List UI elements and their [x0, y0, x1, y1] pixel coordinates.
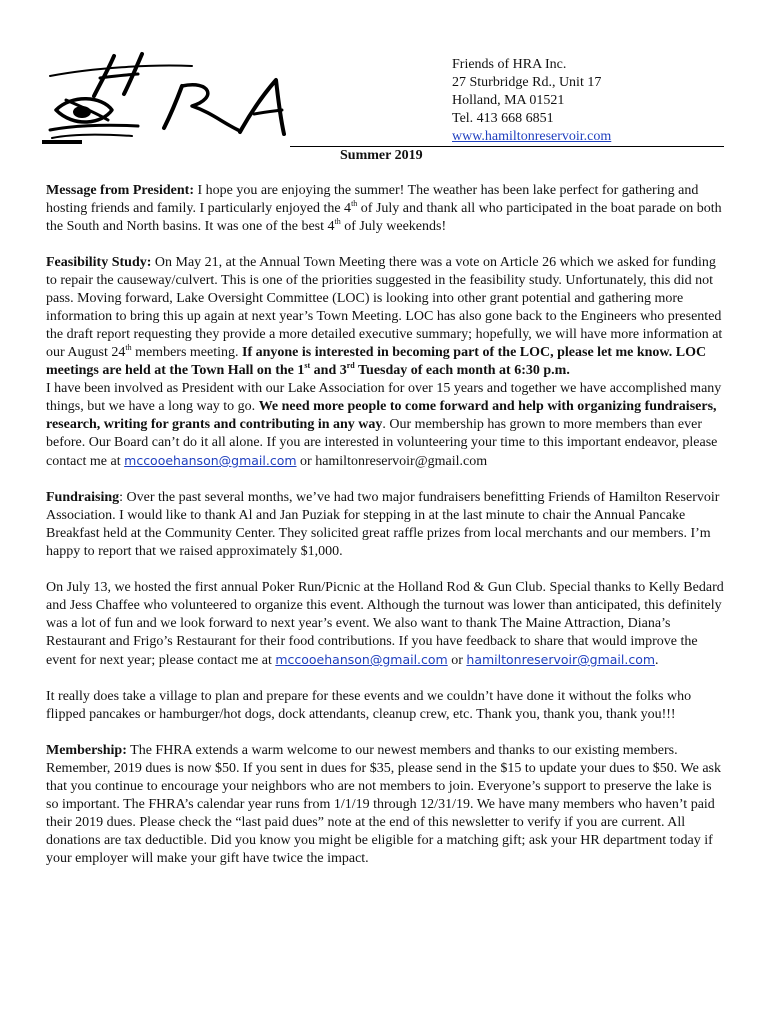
feasibility-label: Feasibility Study: — [46, 255, 152, 270]
street-address: 27 Sturbridge Rd., Unit 17 — [452, 75, 602, 90]
thank-you-paragraph: It really does take a village to plan and prepare for these events and we couldn’t have done it without the folks who flipped pancakes or hamburger/hot dogs, dock attendants, cleanup crew, etc. Thank you, thank you, thank you!!! — [46, 689, 692, 722]
hra-logo — [42, 50, 292, 146]
president-label: Message from President: — [46, 183, 194, 198]
header-divider — [290, 146, 724, 147]
email-link[interactable]: hamiltonreservoir@gmail.com — [466, 652, 656, 667]
email-link[interactable]: mccooehanson@gmail.com — [124, 453, 297, 468]
president-message: Message from President: I hope you are enjoying the summer! The weather has been lake perfect for gathering and hosting friends and family. I particularly enjoyed the 4th of July and thank all who participated in the boat parade on both the South and North basins. It was one of the best 4th of July weekends! — [46, 183, 722, 234]
membership-section: Membership: The FHRA extends a warm welcome to our newest members and thanks to our existing members. Remember, 2019 dues is now $50. If you sent in dues for $35, please send in the $15 to update your dues to $50. We ask that you continue to encourage your neighbors who are not members to join. Everyone’s support to preserve the lake is so important. The FHRA’s calendar year runs from 1/1/19 through 12/31/19. We have many members who haven’t paid their 2019 dues. Please check the “last paid dues” note at the end of this newsletter to verify if you are current. All donations are tax deductible. Did you know you might be eligible for a matching gift; ask your HR department today if your employer will make your gift have twice the impact. — [46, 743, 721, 866]
issue-title: Summer 2019 — [340, 148, 423, 163]
phone-number: Tel. 413 668 6851 — [452, 111, 554, 126]
fundraising-label: Fundraising — [46, 490, 120, 505]
newsletter-body — [46, 182, 726, 886]
poker-run-paragraph: On July 13, we hosted the first annual Poker Run/Picnic at the Holland Rod & Gun Club. Special thanks to Kelly Bedard and Jess Chaffee who volunteered to organize this event. Although the turnout was lower than anticipated, this definitely was a lot of fun and we look forward to next year’s event. We also want to thank The Maine Attraction, Diana’s Restaurant and Frigo’s Restaurant for their food contributions. If you have feedback to share that would improve the event for next year; please contact me at mccooehanson@gmail.com or hamiltonreservoir@gmail.com. — [46, 580, 724, 668]
email-link[interactable]: mccooehanson@gmail.com — [275, 652, 448, 667]
feasibility-study: Feasibility Study: On May 21, at the Annual Town Meeting there was a vote on Article 26 which we asked for funding to repair the causeway/culvert. This is one of the priorities suggested in the feasibility study. Unfortunately, this did not pass. Moving forward, Lake Oversight Committee (LOC) is looking into other grant potential and gathering more information to bring this up again at next year’s Town Meeting. LOC has also gone back to the Engineers who presented the draft report requesting they provide a more detailed executive summary; hopefully, we will have more information at our August 24th members meeting. If anyone is interested in becoming part of the LOC, please let me know. LOC meetings are held at the Town Hall on the 1st and 3rd Tuesday of each month at 6:30 p.m. — [46, 255, 723, 378]
membership-label: Membership: — [46, 743, 127, 758]
city-state-zip: Holland, MA 01521 — [452, 93, 565, 108]
org-name: Friends of HRA Inc. — [452, 57, 567, 72]
address-block — [452, 56, 611, 146]
volunteer-paragraph: I have been involved as President with our Lake Association for over 15 years and together we have accomplished many things, but we have a long way to go. We need more people to come forward and help with organizing fundraisers, research, writing for grants and contributing in any way. Our membership has grown to more members than ever before. Our Board can’t do it all alone. If you are interested in volunteering your time to this important endeavor, please contact me at mccooehanson@gmail.com or hamiltonreservoir@gmail.com — [46, 381, 722, 469]
fundraising-section: Fundraising: Over the past several months, we’ve had two major fundraisers benefitting Friends of Hamilton Reservoir Association. I would like to thank Al and Jan Puziak for stepping in at the last minute to chair the Annual Pancake Breakfast held at the Community Center. They solicited great raffle prizes from local merchants and our members. I’m happy to report that we raised approximately $1,000. — [46, 490, 720, 559]
website-link[interactable]: www.hamiltonreservoir.com — [452, 129, 612, 144]
